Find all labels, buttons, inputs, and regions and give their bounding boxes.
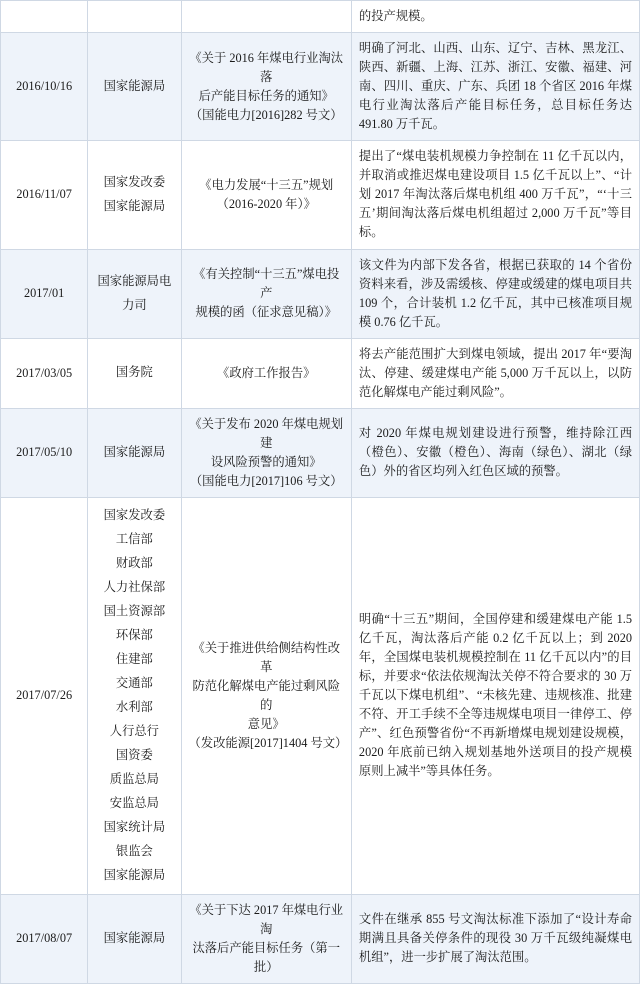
org-line: 安监总局 — [109, 795, 159, 810]
cell-date: 2017/03/05 — [1, 338, 88, 408]
cell-org — [88, 894, 181, 983]
doc-line: 规模的函（征求意见稿）》 — [195, 305, 337, 320]
cell-date: 2017/07/26 — [1, 498, 88, 895]
cell-date: 2017/01 — [1, 249, 88, 338]
cell-org — [88, 408, 181, 497]
org-line: 国家能源局 — [103, 867, 166, 882]
org-line: 质监总局 — [109, 771, 159, 786]
org-line: 环保部 — [115, 627, 153, 642]
doc-line: 《电力发展“十三五”规划 — [199, 177, 334, 192]
org-line: 国家发改委 — [103, 508, 166, 523]
org-line: 银监会 — [115, 843, 153, 858]
org-line: 国家能源局 — [103, 78, 166, 93]
org-line: 人力社保部 — [103, 579, 166, 594]
cell-date-fragment — [1, 1, 88, 33]
org-line: 国家统计局 — [103, 819, 166, 834]
table-row — [1, 338, 640, 408]
table-row — [1, 141, 640, 249]
org-line: 国务院 — [115, 365, 153, 380]
org-line: 交通部 — [115, 675, 153, 690]
table-row — [1, 33, 640, 141]
cell-description: 明确“十三五”期间，全国停建和缓建煤电产能 1.5 亿千瓦，淘汰落后产能 0.2 亿千瓦以上；到 2020 年，全国煤电装机规模控制在 11 亿千瓦以内”的目标，并要求“依法依规淘汰关停不符合要求的 30 万千瓦以下煤电机组”、“未核先建、违规核准、批建不符、开工手续不全等违规煤电项目一律停工、停产”、红色预警省份“不再新增煤电规划建设规模，2020 年底前已纳入规划基地外送项目的投产规模原则上减半”等具体任务。 — [351, 498, 639, 895]
cell-document — [181, 338, 351, 408]
doc-line: 《关于推进供给侧结构性改革 — [192, 640, 341, 674]
cell-document — [181, 894, 351, 983]
cell-description: 明确了河北、山西、山东、辽宁、吉林、黑龙江、陕西、新疆、上海、江苏、浙江、安徽、福建、河南、四川、重庆、广东、兵团 18 个省区 2016 年煤电行业淘汰落后产能目标任务，总目标任务达 491.80 万千瓦。 — [351, 33, 639, 141]
table-row — [1, 498, 640, 895]
org-line: 水利部 — [115, 699, 153, 714]
org-line: 国家能源局 — [103, 444, 166, 459]
doc-line: （发改能源[2017]1404 号文） — [188, 735, 348, 750]
doc-line: 意见》 — [247, 716, 285, 731]
cell-date: 2017/05/10 — [1, 408, 88, 497]
doc-line: 后产能目标任务的通知》 — [198, 88, 334, 103]
cell-date: 2016/11/07 — [1, 141, 88, 249]
doc-line: （国能电力[2017]106 号文） — [189, 473, 343, 488]
org-line: 工信部 — [115, 532, 153, 546]
doc-line: 《关于下达 2017 年煤电行业淘 — [189, 902, 344, 936]
cell-org-fragment — [88, 1, 181, 33]
table-body — [1, 1, 640, 984]
org-line: 国资委 — [115, 747, 153, 762]
cell-document — [181, 249, 351, 338]
cell-org — [88, 498, 181, 895]
org-line: 财政部 — [115, 555, 153, 570]
org-line: 国土资源部 — [103, 603, 166, 618]
org-line: 国家发改委 — [103, 174, 166, 189]
cell-description: 该文件为内部下发各省，根据已获取的 14 个省份资料来看，涉及需缓核、停建或缓建的煤电项目共 109 个，合计装机 1.2 亿千瓦，其中已核准项目规模 0.76 亿千瓦。 — [351, 249, 639, 338]
cell-org — [88, 141, 181, 249]
doc-line: 防范化解煤电产能过剩风险的 — [192, 678, 341, 712]
doc-line: 汰落后产能目标任务（第一批） — [192, 940, 341, 974]
org-line: 国家能源局电 — [97, 273, 172, 288]
doc-line: （2016-2020 年）》 — [216, 196, 316, 211]
cell-document — [181, 141, 351, 249]
cell-date: 2016/10/16 — [1, 33, 88, 141]
cell-org — [88, 338, 181, 408]
org-line: 国家能源局 — [103, 930, 166, 945]
cell-description: 对 2020 年煤电规划建设进行预警，维持除江西（橙色）、安徽（橙色）、海南（绿色）、湖北（绿色）外的省区均列入红色区域的预警。 — [351, 408, 639, 497]
cell-description: 文件在继承 855 号文淘汰标准下添加了“设计寿命期满且具备关停条件的现役 30 万千瓦级纯凝煤电机组”，进一步扩展了淘汰范围。 — [351, 894, 639, 983]
cell-date: 2017/08/07 — [1, 894, 88, 983]
cell-doc-fragment — [181, 1, 351, 33]
cell-document — [181, 408, 351, 497]
cell-description: 将去产能范围扩大到煤电领域，提出 2017 年“要淘汰、停建、缓建煤电产能 5,000 万千瓦以上，以防范化解煤电产能过剩风险”。 — [351, 338, 639, 408]
org-line: 人行总行 — [109, 723, 159, 738]
doc-line: 设风险预警的通知》 — [210, 454, 322, 469]
cell-description: 提出了“煤电装机规模力争控制在 11 亿千瓦以内，并取消或推迟煤电建设项目 1.5 亿千瓦以上”、“计划 2017 年淘汰落后煤电机组 400 万千瓦”，“‘十三五’期间淘汰落后煤电机组超过 2,000 万千瓦”等目标。 — [351, 141, 639, 249]
table-row — [1, 408, 640, 497]
doc-line: 《有关控制“十三五”煤电投产 — [193, 267, 340, 301]
table-row — [1, 894, 640, 983]
cell-desc-fragment: 的投产规模。 — [351, 1, 639, 33]
doc-line: 《政府工作报告》 — [217, 365, 316, 380]
cell-org — [88, 33, 181, 141]
doc-line: （国能电力[2016]282 号文） — [189, 107, 343, 122]
doc-line: 《关于发布 2020 年煤电规划建 — [189, 416, 344, 450]
cell-org — [88, 249, 181, 338]
table-row — [1, 249, 640, 338]
cell-document — [181, 498, 351, 895]
org-line: 住建部 — [115, 651, 153, 666]
org-line: 力司 — [122, 297, 147, 312]
cell-document — [181, 33, 351, 141]
org-line: 国家能源局 — [103, 198, 166, 213]
doc-line: 《关于 2016 年煤电行业淘汰落 — [189, 50, 344, 84]
table-row-fragment — [1, 1, 640, 33]
